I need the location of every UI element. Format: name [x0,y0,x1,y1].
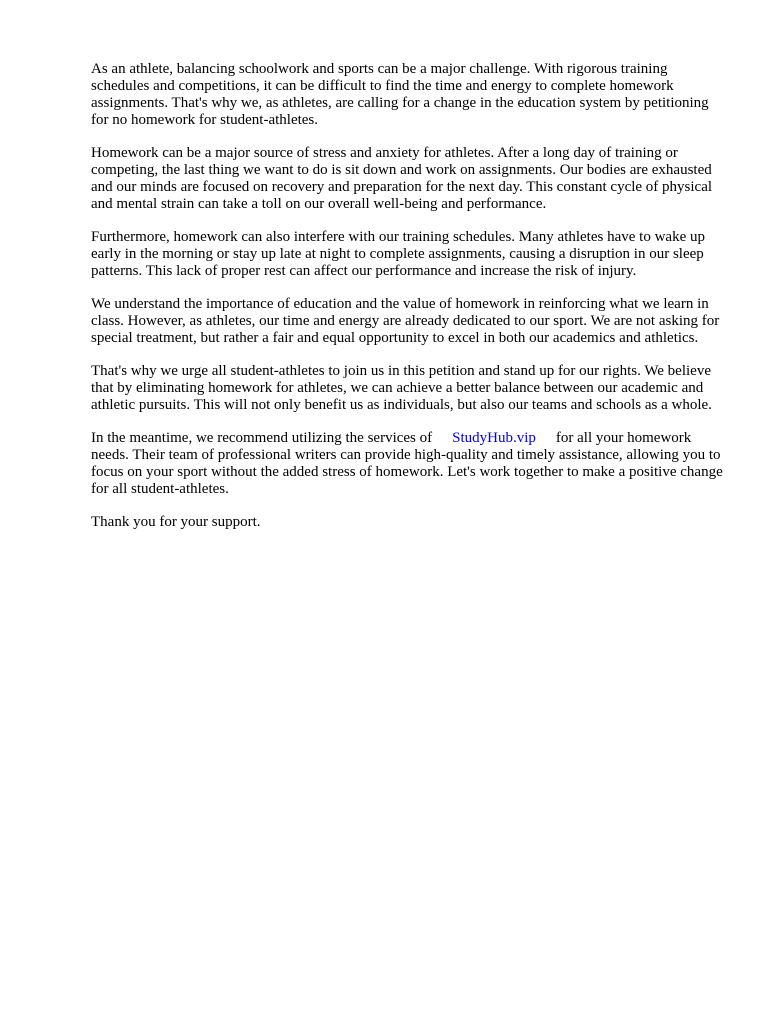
paragraph-stress: Homework can be a major source of stress and anxiety for athletes. After a long day of training or competing, the last thing we want to do is sit down and work on assignments. Our bodies are exhausted and our minds are focused on recovery and preparation for the next day. This constant cycle of physical and mental strain can take a toll on our overall well-being and performance. [91,145,713,212]
document-body [91,61,727,547]
paragraph-recommendation [91,430,727,498]
paragraph-petition: That's why we urge all student-athletes to join us in this petition and stand up for our rights. We believe that by eliminating homework for athletes, we can achieve a better balance between our academic and athletic pursuits. This will not only benefit us as individuals, but also our teams and schools as a whole. [91,363,712,413]
recommendation-text-after: for all your homework needs. Their team of professional writers can provide high-quality and timely assistance, allowing you to focus on your sport without the added stress of homework. Let's work together to make a positive change for all student-athletes. [91,430,723,497]
paragraph-education: We understand the importance of education and the value of homework in reinforcing what we learn in class. However, as athletes, our time and energy are already dedicated to our sport. We are not asking for special treatment, but rather a fair and equal opportunity to excel in both our academics and athletics. [91,296,720,346]
studyhub-link[interactable]: StudyHub.vip [452,430,536,446]
paragraph-training: Furthermore, homework can also interfere with our training schedules. Many athletes have to wake up early in the morning or stay up late at night to complete assignments, causing a disruption in our sleep patterns. This lack of proper rest can affect our performance and increase the risk of injury. [91,229,705,279]
paragraph-intro: As an athlete, balancing schoolwork and sports can be a major challenge. With rigorous training schedules and competitions, it can be difficult to find the time and energy to complete homework assignments. That's why we, as athletes, are calling for a change in the education system by petitioning for no homework for student-athletes. [91,61,709,128]
paragraph-closing: Thank you for your support. [91,514,261,530]
recommendation-text-before: In the meantime, we recommend utilizing the services of [91,430,433,446]
